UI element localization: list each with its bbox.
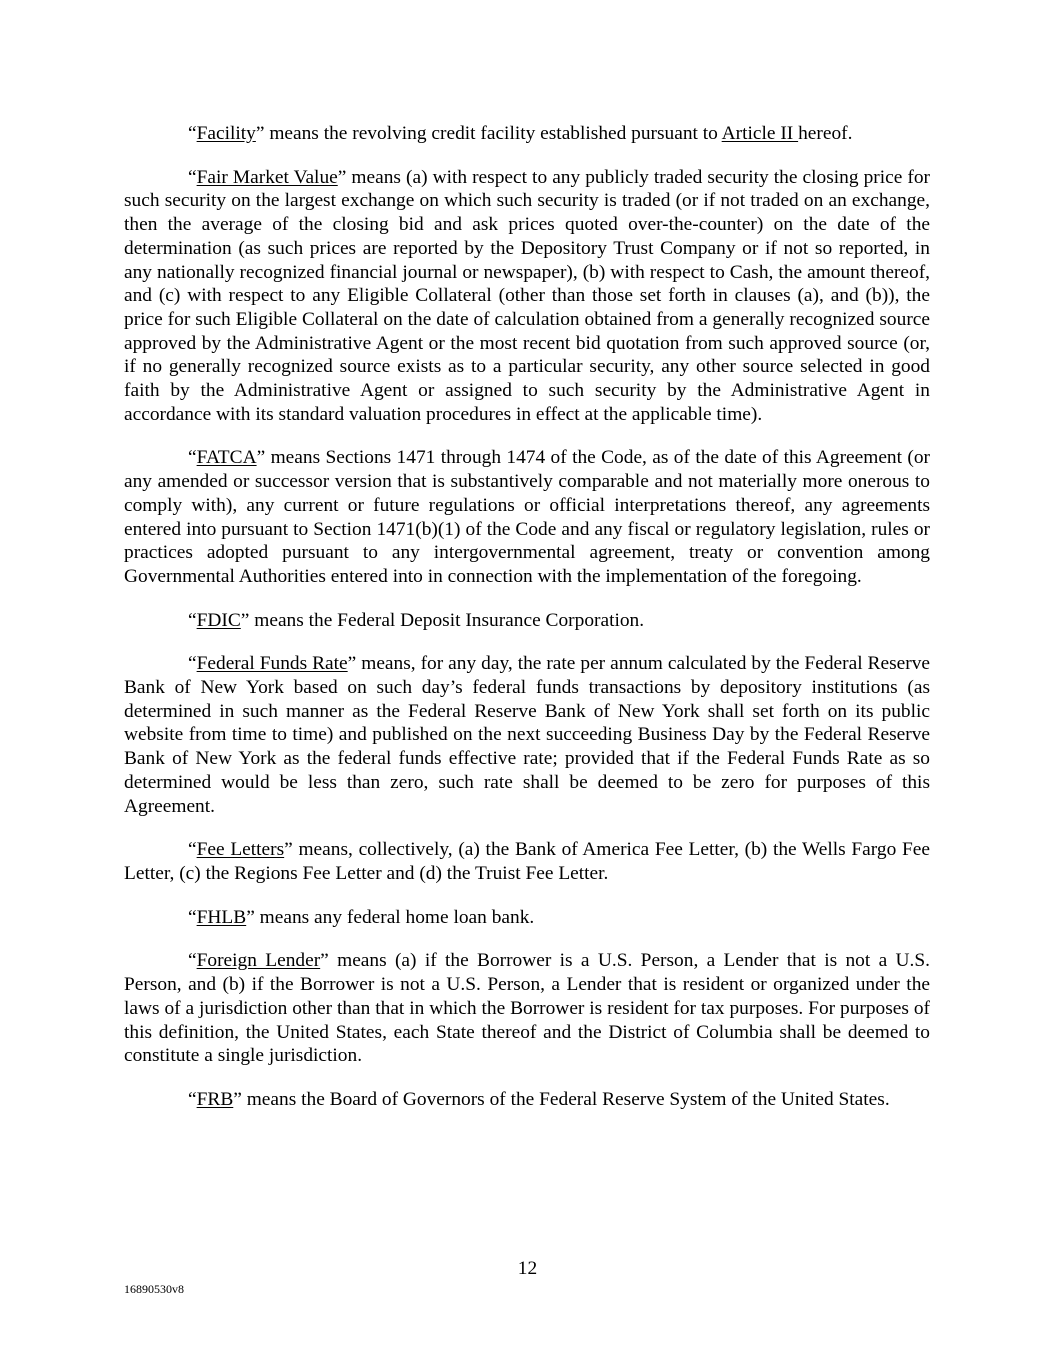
document-id: 16890530v8 [124, 1282, 184, 1296]
defined-term: Fee Letters [196, 839, 285, 861]
close-quote: ” [255, 123, 265, 144]
defined-term: Fair Market Value [196, 166, 338, 188]
close-quote: ” [337, 166, 347, 188]
defined-term: FHLB [196, 906, 247, 928]
definition-text: means the Board of Governors of the Federal Reserve System of the United States. [241, 1088, 890, 1110]
definition-text: means the Federal Deposit Insurance Corporation. [249, 609, 645, 631]
defined-term: Facility [196, 123, 256, 144]
open-quote: “ [188, 839, 197, 861]
close-quote: ” [284, 839, 293, 861]
article-reference: Article II [721, 123, 799, 144]
close-quote: ” [320, 950, 329, 972]
defined-term: FATCA [196, 447, 257, 469]
document-body [124, 122, 930, 1132]
definition-frb [124, 1088, 930, 1112]
defined-term: Foreign Lender [196, 950, 321, 972]
definition-federal-funds-rate [124, 652, 930, 818]
definition-text: means the revolving credit facility established pursuant to [264, 123, 722, 144]
open-quote: “ [188, 653, 197, 675]
definition-text: hereof. [798, 123, 853, 144]
definition-text: means, collectively, (a) the Bank of America Fee Letter, (b) the Wells Fargo Fee Letter, (c) the Regions Fee Letter and (d) the Truist Fee Letter. [124, 839, 930, 884]
close-quote: ” [233, 1088, 242, 1110]
definition-fair-market-value [124, 166, 930, 427]
definition-text: means any federal home loan bank. [254, 906, 535, 928]
open-quote: “ [188, 1088, 197, 1110]
open-quote: “ [188, 447, 197, 469]
definition-text: means, for any day, the rate per annum calculated by the Federal Reserve Bank of New York based on such day’s federal funds transactions by depository institutions (as determined in such manner as the Federal Reserve Bank of New York shall set forth on its public website from time to time) and published on the next succeeding Business Day by the Federal Reserve Bank of New York as the federal funds effective rate; provided that if the Federal Funds Rate as so determined would be less than zero, such rate shall be deemed to be zero for purposes of this Agreement. [124, 653, 931, 817]
definition-fatca [124, 446, 930, 588]
page-number: 12 [517, 1258, 538, 1279]
open-quote: “ [188, 166, 197, 188]
definition-fee-letters [124, 838, 930, 885]
close-quote: ” [256, 447, 266, 469]
definition-text: means Sections 1471 through 1474 of the Code, as of the date of this Agreement (or any amended or successor version that is substantively comparable and not materially more onerous to comply with), any current or future regulations or official interpretations thereof, any agreements entered into pursuant to Section 1471(b)(1) of the Code and any fiscal or regulatory legislation, rules or practices adopted pursuant to any intergovernmental agreement, treaty or convention among Governmental Authorities entered into in connection with the implementation of the foregoing. [124, 447, 930, 587]
open-quote: “ [188, 123, 197, 144]
definition-facility [124, 122, 930, 146]
defined-term: FRB [196, 1088, 234, 1110]
defined-term: Federal Funds Rate [196, 653, 348, 675]
definition-text: means (a) with respect to any publicly traded security the closing price for such security on the largest exchange on which such security is traded (or if not traded on an exchange, then the average of the closing bid and ask prices quoted over-the-counter) on the date of the determination (as such prices are reported by the Depository Trust Company or if not so reported, in any nationally recognized financial journal or newspaper), (b) with respect to Cash, the amount thereof, and (c) with respect to any Eligible Collateral (other than those set forth in clauses (a), and (b)), the price for such Eligible Collateral on the date of calculation obtained from a generally recognized source approved by the Administrative Agent or the most recent bid quotation from such approved source (or, if no generally recognized source exists as to a particular security, any other source selected in good faith by the Administrative Agent or assigned to such security by the Administrative Agent in accordance with its standard valuation procedures in effect at the applicable time). [124, 166, 930, 425]
definition-foreign-lender [124, 949, 930, 1068]
close-quote: ” [347, 653, 357, 675]
definition-fhlb [124, 906, 930, 930]
close-quote: ” [246, 906, 255, 928]
open-quote: “ [188, 950, 197, 972]
open-quote: “ [188, 906, 197, 928]
definition-text: means (a) if the Borrower is a U.S. Person, a Lender that is not a U.S. Person, and (b) if the Borrower is not a U.S. Person, a Lender that is resident or organized under the laws of a jurisdiction other than that in which the Borrower is resident for tax purposes. For purposes of this definition, the United States, each State thereof and the District of Columbia shall be deemed to constitute a single jurisdiction. [124, 950, 930, 1067]
close-quote: ” [240, 609, 250, 631]
defined-term: FDIC [196, 609, 241, 631]
open-quote: “ [188, 609, 197, 631]
definition-fdic [124, 609, 930, 633]
